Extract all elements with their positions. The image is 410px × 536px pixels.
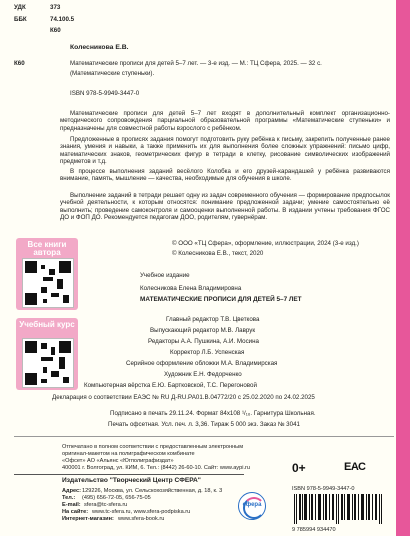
phone-label: Тел.: <box>62 495 76 501</box>
staff-line-5: Серийное оформление обложки М.А. Владимирская <box>126 360 278 367</box>
staff-line-4: Корректор Л.Б. Успенская <box>170 349 245 356</box>
description-p2: Предложенные в прописях задания помогут подготовить руку ребёнка к письму, закрепить полученные ранее знания, умения и навыки, а также применить их для выполнения более сложных упражнений: письмо цифр, математических знаков, геометрических фигур в тетради в клетку, рисование символических изображений предметов и т.д. <box>60 136 390 166</box>
phone-value: (495) 656-72-05, 656-75-05 <box>82 495 151 501</box>
address-label: Адрес: <box>62 488 82 494</box>
udk-label: УДК <box>14 4 26 11</box>
print-line-1: Подписано в печать 29.11.24. Формат 84х108 ¹/₁₆. Гарнитура Школьная. <box>110 410 316 417</box>
barcode-icon <box>292 494 390 526</box>
books-badge-title: Все книги автора <box>27 240 67 257</box>
age-rating-badge: 0+ <box>292 461 306 475</box>
publisher-header: Издательство "Творческий Центр СФЕРА" <box>62 477 201 484</box>
email-value[interactable]: sfera@tc-sfera.ru <box>84 502 128 508</box>
course-badge[interactable] <box>16 318 78 390</box>
printed-note-line-4: 400001 г. Волгоград, ул. КИМ, 6. Тел.: (8442) 26-60-10. Сайт: www.aypi.ru <box>62 465 250 471</box>
print-line-2: Печать офсетная. Усл. печ. л. 3,36. Тираж 5 000 экз. Заказ № 3041 <box>108 421 300 428</box>
course-badge-title: Учебный курс <box>19 320 75 329</box>
printed-note-line-2: оригинал-макетом на полиграфическом комбинате <box>62 451 195 457</box>
staff-line-7: Компьютерная вёрстка Е.Ю. Бартковской, Т.С. Перегоновой <box>84 382 257 389</box>
eac-mark-icon: ЕАС <box>344 461 366 473</box>
printed-note-line-3: «Офсет» АО «Альянс «Югполиграфиздат» <box>62 458 174 464</box>
udk-value: 373 <box>50 4 61 11</box>
isbn-top: ISBN 978-5-9949-3447-0 <box>70 90 140 97</box>
copyright-line-2: © Колесникова Е.В., текст, 2020 <box>172 250 264 257</box>
address-value: 129226, Москва, ул. Сельскохозяйственная, д. 18, к. 3 <box>82 488 223 494</box>
declaration: Декларация о соответствии ЕАЭС № RU Д-RU.РА01.В.04772/20 с 25.02.2020 по 24.02.2025 <box>52 394 315 401</box>
bbk-label: ББК <box>14 16 27 23</box>
edition-title: МАТЕМАТИЧЕСКИЕ ПРОПИСИ ДЛЯ ДЕТЕЙ 5–7 ЛЕТ <box>140 296 302 303</box>
copyright-line-1: © ООО «ТЦ Сфера», оформление, иллюстрации, 2024 (3-е изд.) <box>172 240 359 247</box>
k60-label: К60 <box>14 60 25 67</box>
staff-line-1: Главный редактор Т.В. Цветкова <box>166 316 260 323</box>
sfera-logo-icon <box>243 497 265 519</box>
bbk-value: 74.100.5 <box>50 16 75 23</box>
printed-note-line-1: Отпечатано в полном соответствии с предоставленным электронным <box>62 444 244 450</box>
qr-code-books[interactable] <box>22 258 74 308</box>
staff-line-6: Художник Е.Н. Федорченко <box>164 371 242 378</box>
edition-author: Колесникова Елена Владимировна <box>140 285 242 292</box>
staff-line-3: Редакторы А.А. Пушкина, А.И. Мосина <box>148 338 259 345</box>
edition-kind: Учебное издание <box>140 272 190 279</box>
sfera-logo <box>238 492 266 520</box>
title-line-2: (Математические ступеньки). <box>70 70 155 77</box>
staff-line-2: Выпускающий редактор М.В. Лаврук <box>150 327 256 334</box>
description-p4: Выполнение заданий в тетради решает одну из задач современного обучения — формирование предпосылок учебной деятельности, к которым относятся: понимание предложенной задачи; умение самостоятельно её выполнить; проведение самоконтроля и самооценки выполненной работы. В издании учтены требования ФГОС ДО и ФОП ДО. Рекомендуется педагогам ДОО, родителям, гувернёрам. <box>60 192 390 222</box>
shop-label: Интернет-магазин: <box>62 516 114 522</box>
site-label: На сайте: <box>62 509 89 515</box>
site-value[interactable]: www.tc-sfera.ru, www.sfera-podpiska.ru <box>92 509 191 515</box>
shop-value[interactable]: www.sfera-book.ru <box>118 516 165 522</box>
publisher-divider <box>14 474 244 475</box>
sfera-logo-text: сфера <box>242 502 262 508</box>
email-label: E-mail: <box>62 502 81 508</box>
qr-code-course[interactable] <box>22 338 74 388</box>
description-p3: В процессе выполнения заданий весёлого Колобка и его друзей-карандашей у ребёнка развиваются внимание, память, мышление — качества, необходимые для обучения в школе. <box>60 168 390 183</box>
barcode-digits: 9 785994 934470 <box>292 527 336 533</box>
k60-top: К60 <box>50 27 61 34</box>
divider <box>14 436 394 437</box>
author-name: Колесникова Е.В. <box>70 44 129 51</box>
description-p1: Математические прописи для детей 5–7 лет входят в дополнительный комплект организационно-методического сопровождения парциальной образовательной программы «Математические ступеньки» и предназначены для совместной работы взрослого с ребёнком. <box>60 110 390 132</box>
title-line-1: Математические прописи для детей 5–7 лет. — 3-е изд. — М.: ТЦ Сфера, 2025. — 32 с. <box>70 60 322 67</box>
books-badge[interactable] <box>16 238 78 310</box>
barcode-isbn: ISBN 978-5-9949-3447-0 <box>292 486 355 492</box>
